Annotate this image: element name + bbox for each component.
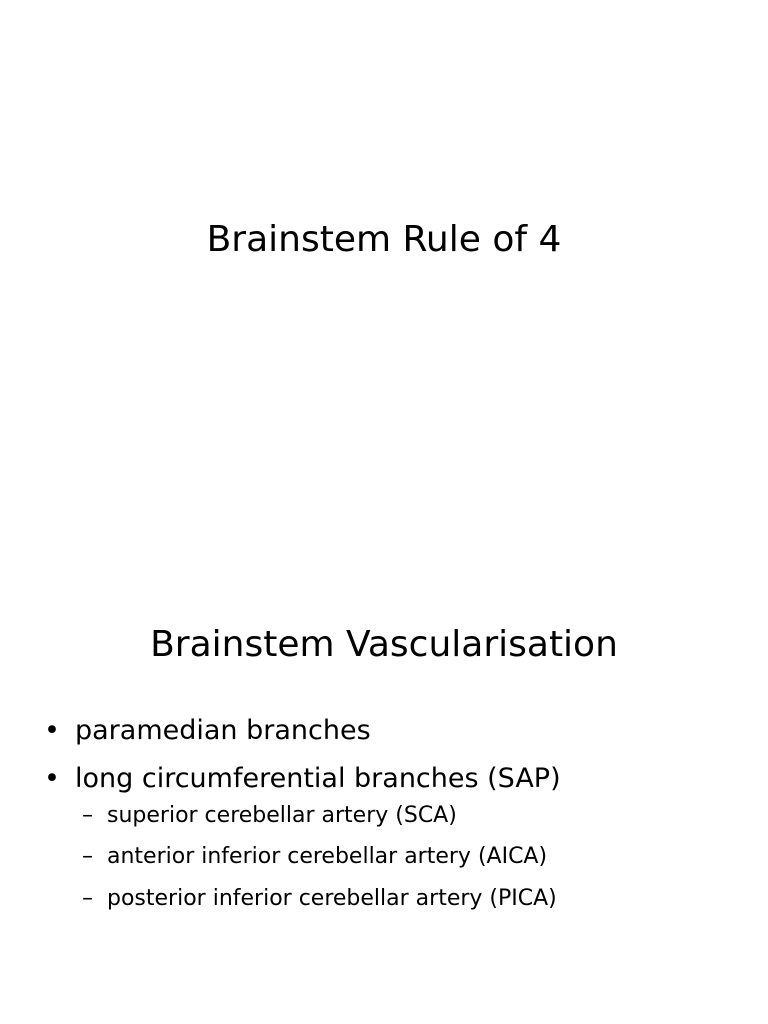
bullet-item	[42, 715, 742, 746]
bullet-text: long circumferential branches (SAP)	[75, 763, 561, 795]
sub-bullet-marker: –	[82, 885, 93, 911]
bullet-item	[42, 763, 742, 794]
sub-bullet-item	[42, 803, 742, 828]
sub-bullet-marker: –	[82, 803, 93, 829]
sub-bullet-text: anterior inferior cerebellar artery (AICA)	[107, 844, 548, 870]
bullet-list	[42, 715, 742, 927]
sub-bullet-item	[42, 844, 742, 869]
bullet-marker: •	[44, 763, 60, 795]
slide-2	[0, 512, 768, 1024]
slide-title: Brainstem Rule of 4	[206, 219, 562, 260]
bullet-text: paramedian branches	[75, 715, 371, 746]
bullet-marker: •	[44, 715, 60, 746]
sub-bullet-item	[42, 886, 742, 911]
slide-title: Brainstem Vascularisation	[150, 624, 618, 665]
sub-bullet-text: superior cerebellar artery (SCA)	[107, 803, 457, 829]
sub-bullet-text: posterior inferior cerebellar artery (PICA)	[107, 885, 557, 911]
sub-bullet-marker: –	[82, 844, 93, 870]
